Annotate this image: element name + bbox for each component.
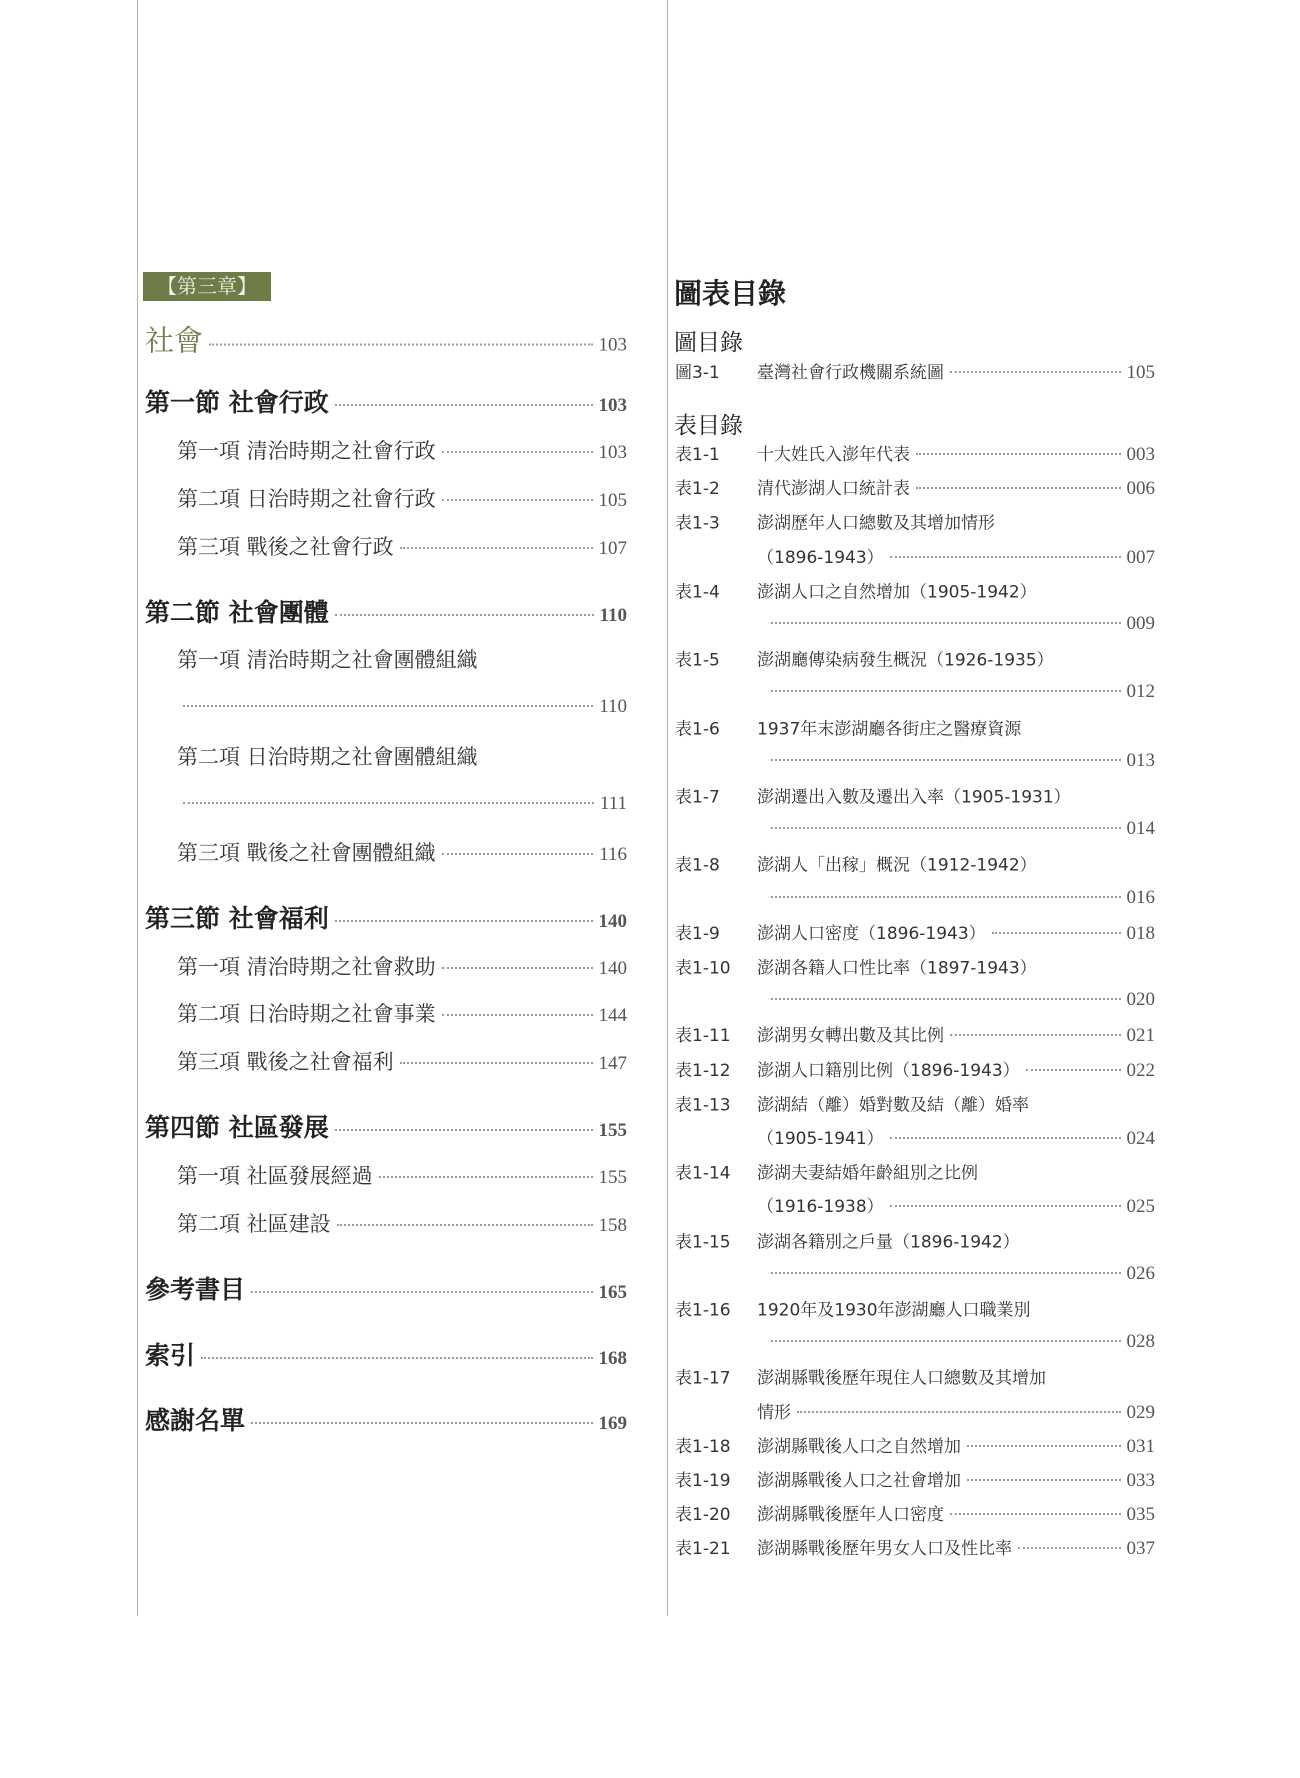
toc-entry[interactable]: [177, 998, 627, 1028]
dot-leader: [442, 967, 593, 969]
toc-entry[interactable]: [145, 1108, 627, 1144]
page-number: 020: [1126, 989, 1155, 1011]
dot-leader: [335, 1129, 593, 1131]
entry-title: 澎湖廳傳染病發生概況（1926-1935）: [757, 650, 1054, 671]
dot-leader: [950, 1034, 1121, 1036]
toc-entry[interactable]: [177, 435, 627, 465]
dot-leader: [950, 371, 1121, 373]
entry-title: 澎湖縣戰後人口之自然增加: [757, 1436, 961, 1457]
dot-leader: [771, 1272, 1121, 1274]
page-number: 033: [1126, 1470, 1155, 1491]
column-divider: [667, 0, 668, 1616]
page-number: 014: [1126, 818, 1155, 840]
toc-entry[interactable]: [145, 1270, 627, 1306]
page-number: 116: [599, 844, 627, 865]
entry-title: 澎湖結（離）婚對數及結（離）婚率: [757, 1095, 1029, 1116]
toc-entry-title: 第二節 社會團體: [145, 598, 329, 627]
entry-title: 澎湖人「出稼」概況（1912-1942）: [757, 855, 1037, 876]
table-entry[interactable]: [675, 1056, 1155, 1082]
page-number: 028: [1126, 1331, 1155, 1353]
table-entry[interactable]: [675, 954, 1155, 979]
entry-title: 澎湖人口之自然增加（1905-1942）: [757, 582, 1037, 603]
dot-leader: [1018, 1547, 1121, 1549]
toc-entry-title: 第四節 社區發展: [145, 1113, 329, 1142]
toc-entry-title: 第一項 清治時期之社會行政: [177, 439, 436, 463]
page-number: 155: [598, 1167, 627, 1188]
page-number: 022: [1126, 1059, 1155, 1081]
table-entry[interactable]: [765, 989, 1155, 1011]
entry-label: 表1-8: [675, 855, 720, 876]
page-number: 110: [599, 605, 627, 626]
dot-leader: [442, 499, 593, 501]
table-entry[interactable]: [675, 919, 1155, 945]
dot-leader: [890, 1137, 1121, 1139]
table-entry[interactable]: [757, 1124, 1155, 1150]
dot-leader: [183, 705, 593, 707]
page-number: 140: [598, 911, 627, 932]
entry-title: 澎湖人口籍別比例（1896-1943）: [757, 1060, 1020, 1081]
dot-leader: [335, 404, 593, 406]
dot-leader: [1026, 1069, 1121, 1071]
page-number: 103: [598, 395, 627, 416]
toc-entry[interactable]: [145, 319, 627, 360]
page-number: 013: [1126, 749, 1155, 771]
page-number: 168: [598, 1348, 627, 1369]
left-margin-rule: [137, 0, 138, 1616]
entry-label: 表1-9: [675, 923, 720, 944]
page-number: 103: [598, 442, 627, 463]
dot-leader: [771, 690, 1121, 692]
toc-entry[interactable]: [145, 1336, 627, 1372]
dot-leader: [967, 1445, 1121, 1447]
page-number: 003: [1126, 444, 1155, 465]
entry-title: 1937年末澎湖廳各街庄之醫療資源: [757, 719, 1022, 740]
entry-title: 臺灣社會行政機關系統圖: [757, 363, 944, 383]
page-number: 165: [598, 1282, 627, 1303]
dot-leader: [890, 1205, 1121, 1207]
page-number: 007: [1126, 546, 1155, 568]
page-number: 025: [1126, 1196, 1155, 1218]
dot-leader: [335, 614, 594, 616]
entry-label: 表1-2: [675, 479, 720, 500]
entry-label: 表1-6: [675, 719, 720, 740]
table-entry[interactable]: [765, 681, 1155, 703]
toc-entry-title: 第一節 社會行政: [145, 388, 329, 417]
toc-entry-title: 索引: [145, 1341, 196, 1370]
entry-title: 澎湖縣戰後人口之社會增加: [757, 1471, 961, 1491]
table-entry[interactable]: [765, 887, 1155, 909]
page-number: 006: [1126, 478, 1155, 500]
entry-title: 澎湖夫妻結婚年齡組別之比例: [757, 1163, 978, 1184]
entry-label: 表1-14: [675, 1163, 731, 1184]
page-number: 140: [598, 958, 627, 979]
page-number: 147: [598, 1053, 627, 1074]
entry-label: 表1-13: [675, 1095, 731, 1116]
dot-leader: [209, 344, 592, 346]
table-entry[interactable]: [675, 1159, 1155, 1184]
page-number: 018: [1126, 922, 1155, 944]
entry-title: 1920年及1930年澎湖廳人口職業別: [757, 1300, 1031, 1321]
page-number: 037: [1126, 1538, 1155, 1560]
entry-title: 澎湖遷出入數及遷出入率（1905-1931）: [757, 787, 1071, 808]
entry-label: 表1-1: [675, 445, 720, 465]
dot-leader: [335, 920, 593, 922]
entry-title: 清代澎湖人口統計表: [757, 479, 910, 500]
table-entry[interactable]: [757, 543, 1155, 569]
toc-entry-title: 第三項 戰後之社會福利: [177, 1050, 394, 1074]
table-entry[interactable]: [675, 851, 1155, 876]
entry-label: 表1-15: [675, 1232, 731, 1253]
table-entry[interactable]: [675, 474, 1155, 500]
entry-label: 圖3-1: [675, 363, 720, 383]
page-number: 024: [1126, 1128, 1155, 1149]
table-entry[interactable]: [675, 1090, 1155, 1115]
toc-entry[interactable]: [177, 793, 627, 815]
table-entry[interactable]: [675, 1432, 1155, 1458]
table-entry[interactable]: [675, 646, 1155, 671]
dot-leader: [251, 1291, 592, 1293]
table-entry[interactable]: [675, 714, 1155, 739]
dot-leader: [771, 1340, 1121, 1342]
toc-entry[interactable]: [177, 483, 627, 513]
dot-leader: [251, 1422, 592, 1424]
table-entry[interactable]: [765, 750, 1155, 772]
page-number: 105: [1126, 362, 1155, 383]
entry-title: 澎湖縣戰後歷年男女人口及性比率: [757, 1539, 1012, 1560]
dot-leader: [992, 932, 1121, 934]
toc-entry[interactable]: [145, 593, 627, 629]
dot-leader: [442, 451, 593, 453]
table-entry[interactable]: [765, 1331, 1155, 1353]
entry-title: （1905-1941）: [757, 1129, 884, 1149]
entry-title: 澎湖各籍人口性比率（1897-1943）: [757, 958, 1037, 979]
toc-entry[interactable]: [177, 741, 627, 771]
dot-leader: [916, 453, 1121, 455]
page-number: 026: [1126, 1262, 1155, 1284]
entry-label: 表1-3: [675, 513, 720, 534]
toc-entry[interactable]: [177, 1046, 627, 1076]
entry-label: 表1-12: [675, 1060, 731, 1081]
entry-title: 十大姓氏入澎年代表: [757, 445, 910, 465]
entry-label: 表1-20: [675, 1505, 731, 1526]
entry-title: 澎湖男女轉出數及其比例: [757, 1026, 944, 1047]
entry-title: （1916-1938）: [757, 1197, 884, 1218]
page-number: 029: [1126, 1401, 1155, 1423]
toc-entry-title: 第一項 社區發展經過: [177, 1164, 373, 1188]
toc-entry-title: 第二項 日治時期之社會團體組織: [177, 745, 478, 769]
entry-title: 澎湖各籍別之戶量（1896-1942）: [757, 1232, 1020, 1253]
page-number: 105: [598, 490, 627, 511]
dot-leader: [400, 547, 593, 549]
entry-label: 表1-10: [675, 958, 731, 979]
table-entry[interactable]: [757, 1192, 1155, 1218]
figures-tables-title: 圖表目錄: [674, 277, 787, 310]
entry-label: 表1-16: [675, 1300, 731, 1321]
table-entry[interactable]: [675, 1364, 1155, 1389]
table-entry[interactable]: [675, 509, 1155, 534]
toc-entry-title: 第三節 社會福利: [145, 904, 329, 933]
entry-label: 表1-19: [675, 1471, 731, 1491]
table-entry[interactable]: [675, 440, 1155, 466]
dot-leader: [967, 1479, 1121, 1481]
toc-entry-title: 第二項 日治時期之社會行政: [177, 487, 436, 511]
table-entry[interactable]: [675, 1021, 1155, 1047]
toc-entry-title: 第三項 戰後之社會團體組織: [177, 841, 436, 865]
table-entry[interactable]: [675, 1227, 1155, 1252]
dot-leader: [442, 853, 594, 855]
entry-title: 澎湖人口密度（1896-1943）: [757, 923, 986, 944]
table-entry[interactable]: [675, 1534, 1155, 1560]
toc-entry[interactable]: [177, 696, 627, 718]
entry-title: （1896-1943）: [757, 547, 884, 568]
page-number: 158: [598, 1215, 627, 1236]
dot-leader: [771, 759, 1121, 761]
toc-entry-title: 第一項 清治時期之社會團體組織: [177, 648, 478, 672]
page-number: 111: [599, 793, 627, 814]
page-number: 107: [598, 538, 627, 559]
dot-leader: [183, 802, 594, 804]
page-number: 155: [598, 1120, 627, 1141]
dot-leader: [379, 1176, 593, 1178]
entry-label: 表1-18: [675, 1436, 731, 1457]
toc-entry[interactable]: [177, 951, 627, 981]
dot-leader: [890, 556, 1121, 558]
chapter-tag: 【第三章】: [143, 272, 271, 301]
page-number: 144: [598, 1005, 627, 1026]
entry-title: 情形: [757, 1402, 791, 1423]
toc-entry-title: 第二項 社區建設: [177, 1212, 331, 1236]
table-entry[interactable]: [765, 613, 1155, 635]
toc-entry-title: 社會: [145, 323, 204, 358]
entry-label: 表1-5: [675, 650, 720, 671]
entry-label: 表1-7: [675, 787, 720, 808]
toc-entry[interactable]: [177, 644, 627, 674]
toc-entry-title: 感謝名單: [145, 1406, 246, 1435]
dot-leader: [201, 1357, 592, 1359]
table-entry[interactable]: [675, 577, 1155, 602]
table-entry[interactable]: [765, 818, 1155, 840]
toc-entry-title: 第一項 清治時期之社會救助: [177, 955, 436, 979]
dot-leader: [771, 896, 1121, 898]
page-number: 110: [599, 696, 627, 717]
entry-label: 表1-21: [675, 1539, 731, 1560]
entry-title: 澎湖歷年人口總數及其增加情形: [757, 513, 995, 534]
table-entry[interactable]: [675, 783, 1155, 808]
toc-entry[interactable]: [177, 837, 627, 867]
dot-leader: [337, 1224, 593, 1226]
page-number: 012: [1126, 681, 1155, 703]
toc-entry[interactable]: [145, 1401, 627, 1437]
toc-entry-title: 第二項 日治時期之社會事業: [177, 1002, 436, 1026]
entry-label: 表1-17: [675, 1368, 731, 1389]
page-number: 035: [1126, 1504, 1155, 1526]
table-entry[interactable]: [675, 1500, 1155, 1526]
toc-entry-title: 參考書目: [145, 1275, 246, 1304]
toc-entry[interactable]: [145, 383, 627, 419]
toc-entry[interactable]: [177, 531, 627, 561]
dot-leader: [771, 998, 1121, 1000]
table-entry[interactable]: [675, 1466, 1155, 1492]
dot-leader: [771, 622, 1121, 624]
dot-leader: [950, 1513, 1121, 1515]
page-number: 031: [1126, 1435, 1155, 1457]
entry-label: 表1-11: [675, 1026, 731, 1047]
table-entry[interactable]: [765, 1263, 1155, 1285]
toc-entry[interactable]: [145, 899, 627, 935]
entry-label: 表1-4: [675, 582, 720, 603]
dot-leader: [771, 827, 1121, 829]
page-number: 021: [1126, 1025, 1155, 1047]
dot-leader: [916, 487, 1121, 489]
page-number: 169: [598, 1413, 627, 1434]
tables-heading: 表目錄: [674, 413, 743, 439]
page-number: 009: [1126, 613, 1155, 634]
table-entry[interactable]: [757, 1398, 1155, 1424]
entry-title: 澎湖縣戰後歷年現住人口總數及其增加: [757, 1368, 1046, 1389]
page-number: 103: [598, 334, 627, 356]
figures-heading: 圖目錄: [674, 330, 743, 356]
page-number: 016: [1126, 886, 1155, 908]
dot-leader: [442, 1014, 593, 1016]
table-entry[interactable]: [675, 1296, 1155, 1321]
toc-entry-title: 第三項 戰後之社會行政: [177, 535, 394, 559]
entry-title: 澎湖縣戰後歷年人口密度: [757, 1505, 944, 1526]
dot-leader: [797, 1411, 1121, 1413]
dot-leader: [400, 1062, 593, 1064]
figure-entry[interactable]: [675, 358, 1155, 384]
toc-entry[interactable]: [177, 1208, 627, 1238]
toc-entry[interactable]: [177, 1160, 627, 1190]
